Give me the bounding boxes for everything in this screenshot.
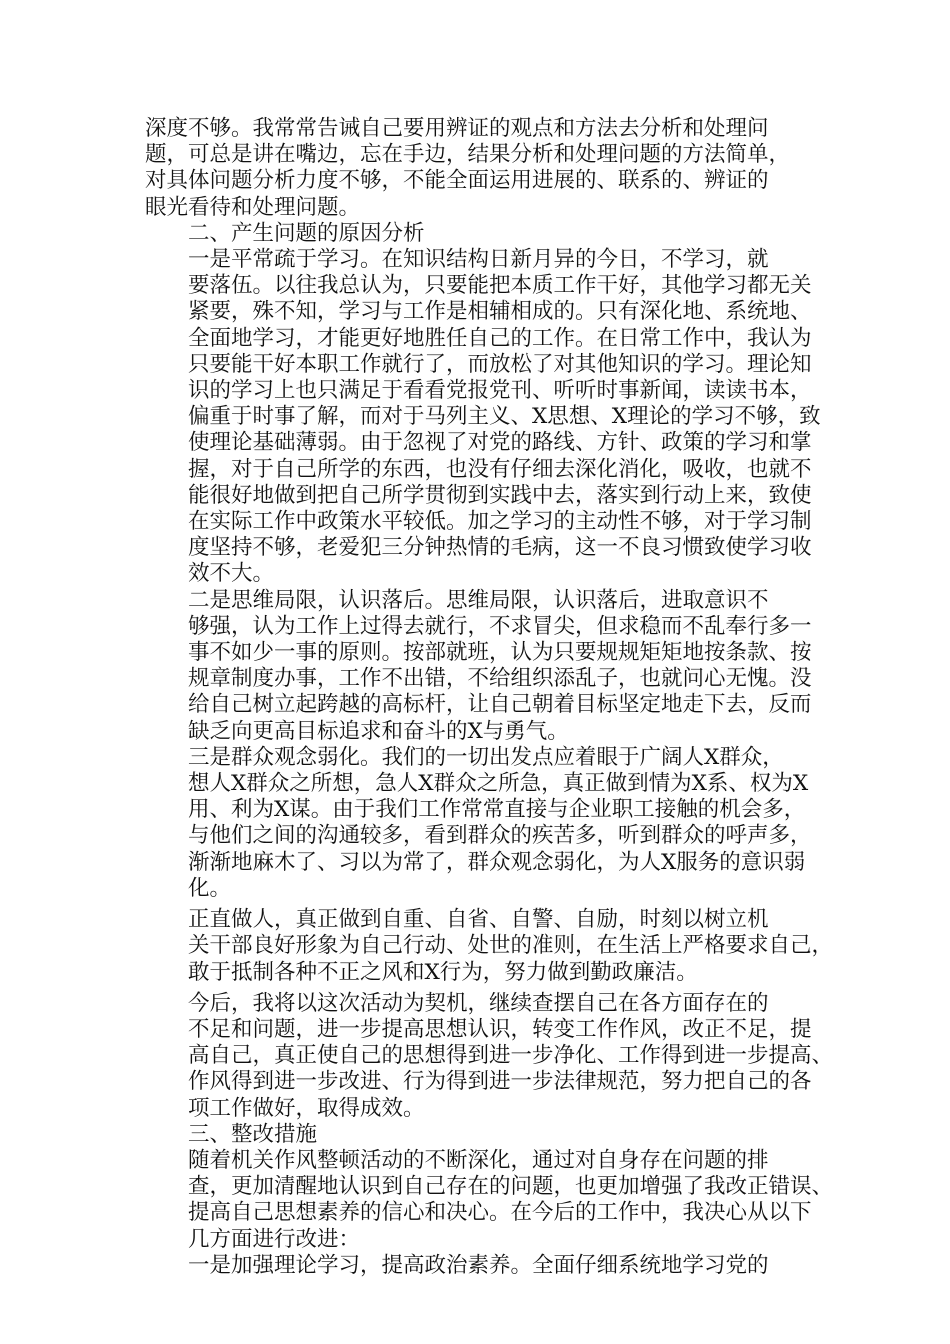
paragraph: [145, 1122, 815, 1148]
text-line: 敢于抵制各种不正之风和X行为，努力做到勤政廉洁。: [188, 959, 698, 985]
text-line: 缺乏向更高目标追求和奋斗的X与勇气。: [188, 718, 569, 744]
paragraph: [145, 990, 834, 1122]
text-line: 一是平常疏于学习。在知识结构日新月异的今日，不学习，就: [188, 247, 769, 273]
text-line: 与他们之间的沟通较多，看到群众的疾苦多，听到群众的呼声多，: [188, 823, 812, 849]
text-line: 在实际工作中政策水平较低。加之学习的主动性不够，对于学习制: [188, 509, 812, 535]
paragraph: [145, 116, 815, 221]
text-line: 偏重于时事了解，而对于马列主义、X思想、X理论的学习不够，致: [188, 404, 821, 430]
text-line: 一是加强理论学习，提高政治素养。全面仔细系统地学习党的: [188, 1252, 769, 1278]
text-line: 作风得到进一步改进、行为得到进一步法律规范，努力把自己的各: [188, 1069, 812, 1095]
text-line: 二、产生问题的原因分析: [188, 220, 425, 246]
paragraph: [145, 745, 815, 902]
text-line: 今后，我将以这次活动为契机，继续查摆自己在各方面存在的: [188, 990, 769, 1016]
text-line: 深度不够。我常常告诫自己要用辨证的观点和方法去分析和处理问: [145, 116, 769, 141]
text-line: 使理论基础薄弱。由于忽视了对党的路线、方针、政策的学习和掌: [188, 430, 812, 456]
text-line: 想人X群众之所想，急人X群众之所急，真正做到情为X系、权为X: [188, 771, 809, 797]
text-line: 高自己，真正使自己的思想得到进一步净化、工作得到进一步提高、: [188, 1043, 834, 1069]
paragraph: [145, 1147, 834, 1253]
text-line: 够强，认为工作上过得去就行，不求冒尖，但求稳而不乱奉行多一: [188, 613, 812, 639]
text-line: 能很好地做到把自己所学贯彻到实践中去，落实到行动上来，致使: [188, 482, 812, 508]
text-line: 化。: [188, 875, 232, 901]
text-line: 三是群众观念弱化。我们的一切出发点应着眼于广阔人X群众，: [188, 744, 784, 770]
text-line: 关干部良好形象为自己行动、处世的准则，在生活上严格要求自己，: [188, 933, 834, 959]
text-line: 眼光看待和处理问题。: [145, 194, 361, 220]
text-line: 查，更加清醒地认识到自己存在的问题，也更加增强了我改正错误、: [188, 1174, 834, 1200]
text-line: 项工作做好，取得成效。: [188, 1095, 425, 1121]
text-line: 度坚持不够，老爱犯三分钟热情的毛病，这一不良习惯致使学习收: [188, 535, 812, 561]
text-line: 题，可总是讲在嘴边，忘在手边，结果分析和处理问题的方法简单，: [145, 142, 791, 168]
document-body: [145, 116, 834, 1279]
text-line: 给自己树立起跨越的高标杆，让自己朝着目标坚定地走下去，反而: [188, 692, 812, 718]
text-line: 正直做人，真正做到自重、自省、自警、自励，时刻以树立机: [188, 907, 769, 933]
text-line: 效不大。: [188, 561, 275, 587]
paragraph: [145, 907, 834, 986]
text-line: 握，对于自己所学的东西，也没有仔细去深化消化，吸收，也就不: [188, 456, 812, 482]
text-line: 二是思维局限，认识落后。思维局限，认识落后，进取意识不: [188, 587, 769, 613]
text-line: 只要能干好本职工作就行了，而放松了对其他知识的学习。理论知: [188, 351, 812, 377]
text-line: 用、利为X谋。由于我们工作常常直接与企业职工接触的机会多，: [188, 797, 806, 823]
text-line: 全面地学习，才能更好地胜任自己的工作。在日常工作中，我认为: [188, 325, 812, 351]
text-line: 几方面进行改进：: [188, 1226, 361, 1252]
text-line: 规章制度办事，工作不出错，不给组织添乱子，也就问心无愧。没: [188, 666, 812, 692]
paragraph: [145, 247, 821, 588]
text-line: 不足和问题，进一步提高思想认识，转变工作作风，改正不足，提: [188, 1016, 812, 1042]
text-line: 三、整改措施: [188, 1121, 318, 1147]
text-line: 随着机关作风整顿活动的不断深化，通过对自身存在问题的排: [188, 1147, 769, 1173]
text-line: 对具体问题分析力度不够，不能全面运用进展的、联系的、辨证的: [145, 168, 769, 194]
paragraph: [145, 588, 815, 745]
text-line: 要落伍。以往我总认为，只要能把本质工作干好，其他学习都无关: [188, 273, 812, 299]
text-line: 事不如少一事的原则。按部就班，认为只要规规矩矩地按条款、按: [188, 640, 812, 666]
text-line: 紧要，殊不知，学习与工作是相辅相成的。只有深化地、系统地、: [188, 299, 812, 325]
text-line: 渐渐地麻木了、习以为常了，群众观念弱化，为人X服务的意识弱: [188, 849, 806, 875]
paragraph: [145, 1253, 815, 1279]
paragraph: [145, 221, 815, 247]
text-line: 识的学习上也只满足于看看党报党刊、听听时事新闻，读读书本，: [188, 378, 812, 404]
text-line: 提高自己思想素养的信心和决心。在今后的工作中，我决心从以下: [188, 1200, 812, 1226]
